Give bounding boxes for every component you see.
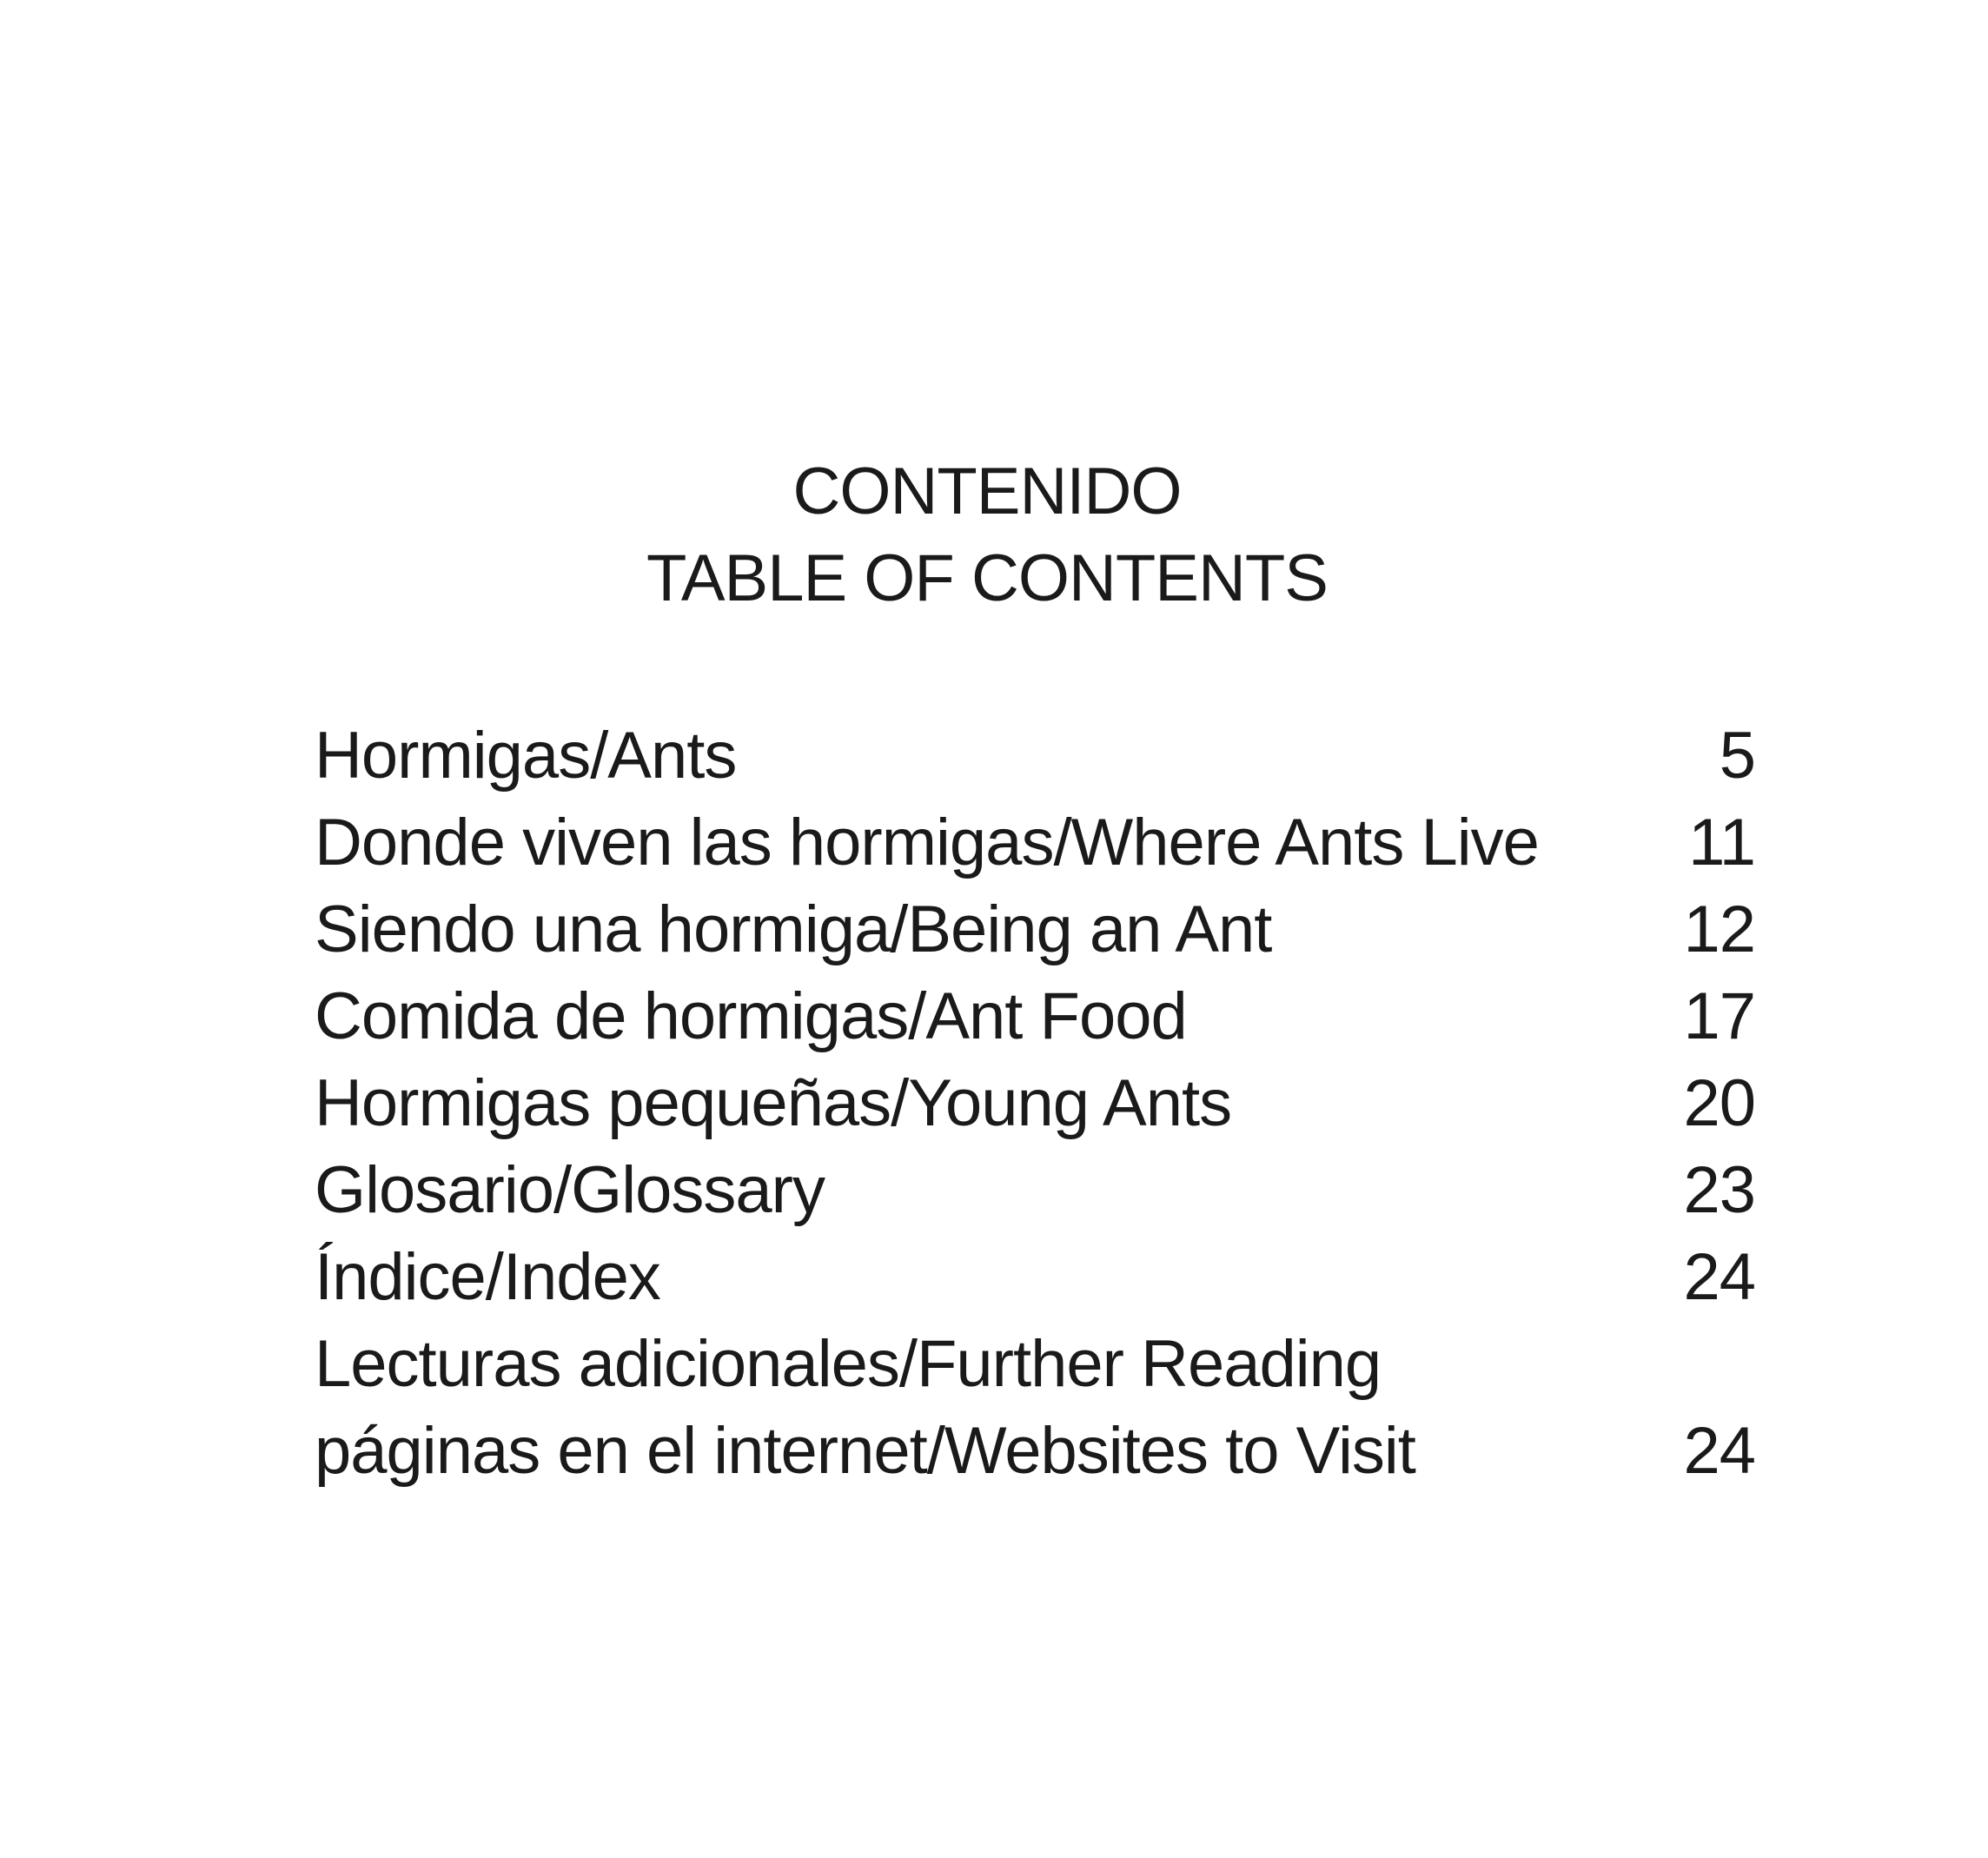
toc-entry-title: páginas en el internet/Websites to Visit [315, 1414, 1415, 1488]
table-of-contents [315, 713, 1755, 1495]
toc-entry [315, 1234, 1755, 1321]
toc-entry-page: 11 [1688, 806, 1755, 879]
toc-entry-title: Donde viven las hormigas/Where Ants Live [315, 806, 1539, 879]
toc-entry-page: 24 [1683, 1414, 1755, 1488]
toc-entry-page: 17 [1683, 979, 1755, 1053]
toc-entry-title: Comida de hormigas/Ant Food [315, 979, 1187, 1053]
toc-entry-page: 23 [1683, 1153, 1755, 1227]
toc-entry [315, 713, 1755, 800]
toc-entry-page: 20 [1683, 1066, 1755, 1140]
toc-entry [315, 1147, 1755, 1234]
toc-entry [315, 1321, 1755, 1408]
toc-entry [315, 1060, 1755, 1147]
heading-table-of-contents: TABLE OF CONTENTS [646, 541, 1328, 615]
toc-entry-title: Glosario/Glossary [315, 1153, 825, 1227]
toc-entry [315, 973, 1755, 1060]
toc-entry-page: 5 [1719, 719, 1755, 793]
toc-entry [315, 1408, 1755, 1495]
heading-contenido: CONTENIDO [792, 455, 1182, 528]
toc-entry-title: Lecturas adicionales/Further Reading [315, 1327, 1382, 1401]
toc-entry [315, 800, 1755, 886]
toc-entry-page: 12 [1683, 893, 1755, 966]
toc-entry-title: Siendo una hormiga/Being an Ant [315, 893, 1272, 966]
toc-entry-title: Índice/Index [315, 1240, 660, 1314]
toc-entry [315, 886, 1755, 973]
toc-entry-title: Hormigas pequeñas/Young Ants [315, 1066, 1232, 1140]
toc-entry-page: 24 [1683, 1240, 1755, 1314]
toc-entry-title: Hormigas/Ants [315, 719, 737, 793]
